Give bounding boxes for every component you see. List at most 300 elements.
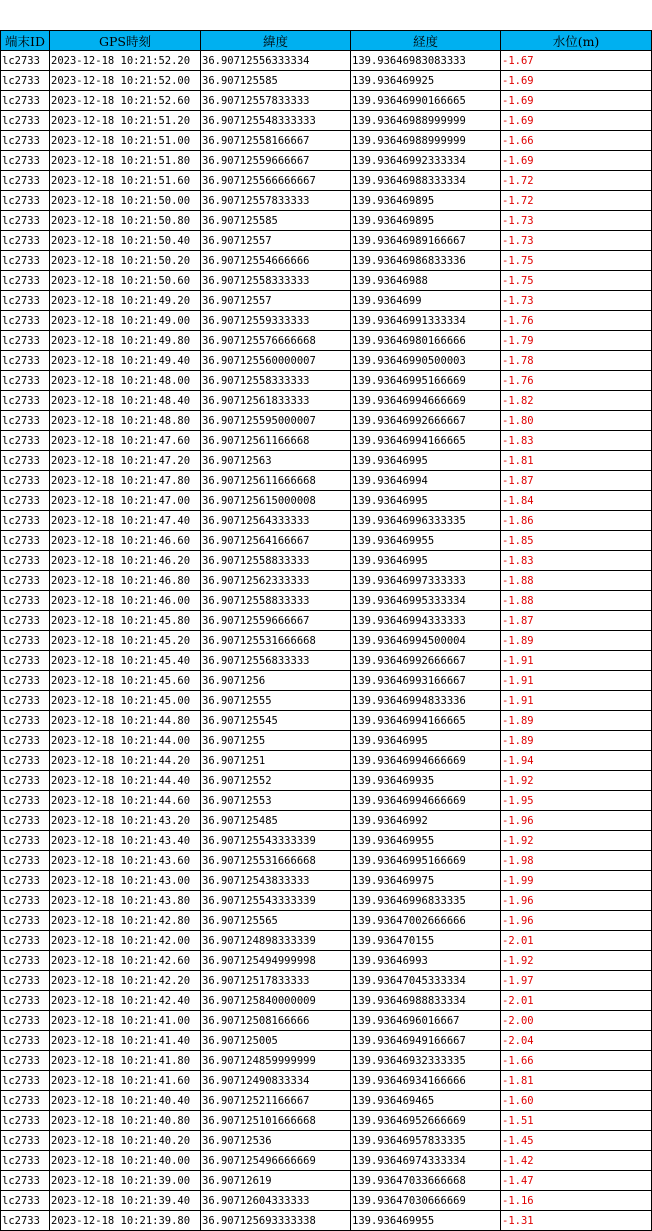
cell-terminal-id[interactable]: lc2733 <box>1 1091 50 1111</box>
cell-terminal-id[interactable]: lc2733 <box>1 571 50 591</box>
cell-longitude[interactable]: 139.936469895 <box>351 211 501 231</box>
header-water-level[interactable]: 水位(m) <box>501 31 652 51</box>
cell-water-level[interactable]: -1.91 <box>501 671 652 691</box>
cell-water-level[interactable]: -1.96 <box>501 911 652 931</box>
cell-gps-time[interactable]: 2023-12-18 10:21:40.20 <box>50 1131 201 1151</box>
cell-gps-time[interactable]: 2023-12-18 10:21:39.00 <box>50 1171 201 1191</box>
cell-terminal-id[interactable]: lc2733 <box>1 691 50 711</box>
cell-latitude[interactable]: 36.9071256 <box>201 671 351 691</box>
cell-water-level[interactable]: -1.98 <box>501 851 652 871</box>
cell-water-level[interactable]: -1.66 <box>501 1051 652 1071</box>
cell-gps-time[interactable]: 2023-12-18 10:21:45.20 <box>50 631 201 651</box>
cell-latitude[interactable]: 36.907125576666668 <box>201 331 351 351</box>
cell-gps-time[interactable]: 2023-12-18 10:21:46.20 <box>50 551 201 571</box>
cell-longitude[interactable]: 139.936469895 <box>351 191 501 211</box>
cell-water-level[interactable]: -1.73 <box>501 291 652 311</box>
cell-water-level[interactable]: -1.96 <box>501 891 652 911</box>
cell-terminal-id[interactable]: lc2733 <box>1 51 50 71</box>
cell-water-level[interactable]: -1.99 <box>501 871 652 891</box>
cell-terminal-id[interactable]: lc2733 <box>1 771 50 791</box>
cell-longitude[interactable]: 139.93646988833334 <box>351 991 501 1011</box>
cell-terminal-id[interactable]: lc2733 <box>1 231 50 251</box>
cell-gps-time[interactable]: 2023-12-18 10:21:45.40 <box>50 651 201 671</box>
cell-gps-time[interactable]: 2023-12-18 10:21:51.00 <box>50 131 201 151</box>
cell-longitude[interactable]: 139.93646932333335 <box>351 1051 501 1071</box>
cell-longitude[interactable]: 139.93646994333333 <box>351 611 501 631</box>
cell-latitude[interactable]: 36.907125485 <box>201 811 351 831</box>
cell-gps-time[interactable]: 2023-12-18 10:21:46.00 <box>50 591 201 611</box>
cell-longitude[interactable]: 139.93646988999999 <box>351 131 501 151</box>
cell-longitude[interactable]: 139.93646996833335 <box>351 891 501 911</box>
cell-gps-time[interactable]: 2023-12-18 10:21:42.80 <box>50 911 201 931</box>
cell-water-level[interactable]: -1.42 <box>501 1151 652 1171</box>
cell-water-level[interactable]: -1.47 <box>501 1171 652 1191</box>
cell-water-level[interactable]: -1.85 <box>501 531 652 551</box>
cell-gps-time[interactable]: 2023-12-18 10:21:41.80 <box>50 1051 201 1071</box>
cell-longitude[interactable]: 139.93646994 <box>351 471 501 491</box>
cell-water-level[interactable]: -1.72 <box>501 191 652 211</box>
cell-longitude[interactable]: 139.93646995 <box>351 731 501 751</box>
cell-gps-time[interactable]: 2023-12-18 10:21:51.20 <box>50 111 201 131</box>
cell-longitude[interactable]: 139.936469955 <box>351 831 501 851</box>
cell-longitude[interactable]: 139.93646994500004 <box>351 631 501 651</box>
cell-latitude[interactable]: 36.90712490833334 <box>201 1071 351 1091</box>
cell-water-level[interactable]: -1.83 <box>501 551 652 571</box>
cell-longitude[interactable]: 139.936470155 <box>351 931 501 951</box>
cell-latitude[interactable]: 36.90712558333333 <box>201 271 351 291</box>
cell-terminal-id[interactable]: lc2733 <box>1 651 50 671</box>
cell-water-level[interactable]: -1.69 <box>501 91 652 111</box>
cell-longitude[interactable]: 139.93646988999999 <box>351 111 501 131</box>
cell-latitude[interactable]: 36.907125840000009 <box>201 991 351 1011</box>
cell-longitude[interactable]: 139.93646995 <box>351 491 501 511</box>
cell-terminal-id[interactable]: lc2733 <box>1 471 50 491</box>
cell-longitude[interactable]: 139.93646974333334 <box>351 1151 501 1171</box>
cell-longitude[interactable]: 139.9364696016667 <box>351 1011 501 1031</box>
cell-latitude[interactable]: 36.907125543333339 <box>201 831 351 851</box>
cell-longitude[interactable]: 139.93646952666669 <box>351 1111 501 1131</box>
cell-latitude[interactable]: 36.907125611666668 <box>201 471 351 491</box>
cell-water-level[interactable]: -1.79 <box>501 331 652 351</box>
cell-terminal-id[interactable]: lc2733 <box>1 1071 50 1091</box>
cell-latitude[interactable]: 36.907125543333339 <box>201 891 351 911</box>
cell-gps-time[interactable]: 2023-12-18 10:21:43.60 <box>50 851 201 871</box>
cell-water-level[interactable]: -1.75 <box>501 271 652 291</box>
cell-water-level[interactable]: -1.66 <box>501 131 652 151</box>
cell-latitude[interactable]: 36.907125566666667 <box>201 171 351 191</box>
cell-gps-time[interactable]: 2023-12-18 10:21:48.00 <box>50 371 201 391</box>
cell-gps-time[interactable]: 2023-12-18 10:21:39.80 <box>50 1211 201 1231</box>
cell-gps-time[interactable]: 2023-12-18 10:21:52.60 <box>50 91 201 111</box>
cell-terminal-id[interactable]: lc2733 <box>1 871 50 891</box>
cell-latitude[interactable]: 36.90712555 <box>201 691 351 711</box>
cell-longitude[interactable]: 139.93646992 <box>351 811 501 831</box>
cell-water-level[interactable]: -1.81 <box>501 1071 652 1091</box>
cell-longitude[interactable]: 139.936469975 <box>351 871 501 891</box>
cell-water-level[interactable]: -1.91 <box>501 691 652 711</box>
cell-terminal-id[interactable]: lc2733 <box>1 1191 50 1211</box>
cell-gps-time[interactable]: 2023-12-18 10:21:42.60 <box>50 951 201 971</box>
cell-water-level[interactable]: -1.92 <box>501 771 652 791</box>
cell-gps-time[interactable]: 2023-12-18 10:21:47.60 <box>50 431 201 451</box>
cell-longitude[interactable]: 139.93646992333334 <box>351 151 501 171</box>
cell-gps-time[interactable]: 2023-12-18 10:21:43.20 <box>50 811 201 831</box>
cell-water-level[interactable]: -1.94 <box>501 751 652 771</box>
cell-longitude[interactable]: 139.93646995333334 <box>351 591 501 611</box>
cell-longitude[interactable]: 139.936469925 <box>351 71 501 91</box>
cell-latitude[interactable]: 36.90712564166667 <box>201 531 351 551</box>
cell-latitude[interactable]: 36.907124898333339 <box>201 931 351 951</box>
cell-latitude[interactable]: 36.90712557 <box>201 291 351 311</box>
cell-gps-time[interactable]: 2023-12-18 10:21:47.20 <box>50 451 201 471</box>
cell-terminal-id[interactable]: lc2733 <box>1 551 50 571</box>
cell-water-level[interactable]: -1.73 <box>501 211 652 231</box>
cell-gps-time[interactable]: 2023-12-18 10:21:51.80 <box>50 151 201 171</box>
cell-longitude[interactable]: 139.93646994666669 <box>351 791 501 811</box>
cell-longitude[interactable]: 139.93646957833335 <box>351 1131 501 1151</box>
cell-gps-time[interactable]: 2023-12-18 10:21:44.40 <box>50 771 201 791</box>
cell-longitude[interactable]: 139.93646992666667 <box>351 651 501 671</box>
cell-terminal-id[interactable]: lc2733 <box>1 111 50 131</box>
cell-longitude[interactable]: 139.93646994166665 <box>351 711 501 731</box>
cell-water-level[interactable]: -2.01 <box>501 931 652 951</box>
cell-gps-time[interactable]: 2023-12-18 10:21:39.40 <box>50 1191 201 1211</box>
cell-latitude[interactable]: 36.90712604333333 <box>201 1191 351 1211</box>
cell-terminal-id[interactable]: lc2733 <box>1 811 50 831</box>
cell-water-level[interactable]: -1.83 <box>501 431 652 451</box>
cell-longitude[interactable]: 139.93646990500003 <box>351 351 501 371</box>
cell-longitude[interactable]: 139.936469935 <box>351 771 501 791</box>
cell-gps-time[interactable]: 2023-12-18 10:21:41.40 <box>50 1031 201 1051</box>
cell-water-level[interactable]: -1.87 <box>501 611 652 631</box>
cell-terminal-id[interactable]: lc2733 <box>1 791 50 811</box>
cell-longitude[interactable]: 139.93646995166669 <box>351 371 501 391</box>
cell-terminal-id[interactable]: lc2733 <box>1 991 50 1011</box>
cell-longitude[interactable]: 139.93646993166667 <box>351 671 501 691</box>
cell-latitude[interactable]: 36.90712521166667 <box>201 1091 351 1111</box>
cell-gps-time[interactable]: 2023-12-18 10:21:40.00 <box>50 1151 201 1171</box>
cell-latitude[interactable]: 36.90712559333333 <box>201 311 351 331</box>
cell-longitude[interactable]: 139.93646988 <box>351 271 501 291</box>
cell-water-level[interactable]: -1.89 <box>501 731 652 751</box>
cell-gps-time[interactable]: 2023-12-18 10:21:46.80 <box>50 571 201 591</box>
cell-water-level[interactable]: -1.89 <box>501 711 652 731</box>
cell-latitude[interactable]: 36.90712552 <box>201 771 351 791</box>
cell-terminal-id[interactable]: lc2733 <box>1 1171 50 1191</box>
cell-latitude[interactable]: 36.907125548333333 <box>201 111 351 131</box>
cell-longitude[interactable]: 139.936469465 <box>351 1091 501 1111</box>
cell-water-level[interactable]: -1.97 <box>501 971 652 991</box>
cell-latitude[interactable]: 36.907125560000007 <box>201 351 351 371</box>
cell-terminal-id[interactable]: lc2733 <box>1 751 50 771</box>
cell-longitude[interactable]: 139.93646995166669 <box>351 851 501 871</box>
cell-longitude[interactable]: 139.93646934166666 <box>351 1071 501 1091</box>
cell-terminal-id[interactable]: lc2733 <box>1 851 50 871</box>
header-latitude[interactable]: 緯度 <box>201 31 351 51</box>
cell-water-level[interactable]: -1.88 <box>501 591 652 611</box>
cell-latitude[interactable]: 36.90712563 <box>201 451 351 471</box>
cell-latitude[interactable]: 36.907125585 <box>201 211 351 231</box>
cell-latitude[interactable]: 36.90712536 <box>201 1131 351 1151</box>
cell-gps-time[interactable]: 2023-12-18 10:21:49.40 <box>50 351 201 371</box>
cell-water-level[interactable]: -1.84 <box>501 491 652 511</box>
cell-latitude[interactable]: 36.907125545 <box>201 711 351 731</box>
cell-gps-time[interactable]: 2023-12-18 10:21:45.00 <box>50 691 201 711</box>
cell-longitude[interactable]: 139.93647002666666 <box>351 911 501 931</box>
cell-terminal-id[interactable]: lc2733 <box>1 331 50 351</box>
cell-gps-time[interactable]: 2023-12-18 10:21:45.60 <box>50 671 201 691</box>
cell-latitude[interactable]: 36.907124859999999 <box>201 1051 351 1071</box>
cell-terminal-id[interactable]: lc2733 <box>1 151 50 171</box>
cell-terminal-id[interactable]: lc2733 <box>1 1111 50 1131</box>
cell-latitude[interactable]: 36.90712561833333 <box>201 391 351 411</box>
cell-water-level[interactable]: -1.31 <box>501 1211 652 1231</box>
cell-gps-time[interactable]: 2023-12-18 10:21:43.80 <box>50 891 201 911</box>
cell-gps-time[interactable]: 2023-12-18 10:21:49.80 <box>50 331 201 351</box>
cell-latitude[interactable]: 36.9071255 <box>201 731 351 751</box>
cell-latitude[interactable]: 36.907125565 <box>201 911 351 931</box>
cell-gps-time[interactable]: 2023-12-18 10:21:44.80 <box>50 711 201 731</box>
cell-latitude[interactable]: 36.90712562333333 <box>201 571 351 591</box>
cell-water-level[interactable]: -1.67 <box>501 51 652 71</box>
cell-latitude[interactable]: 36.907125595000007 <box>201 411 351 431</box>
cell-latitude[interactable]: 36.907125101666668 <box>201 1111 351 1131</box>
cell-terminal-id[interactable]: lc2733 <box>1 271 50 291</box>
cell-gps-time[interactable]: 2023-12-18 10:21:49.00 <box>50 311 201 331</box>
cell-terminal-id[interactable]: lc2733 <box>1 531 50 551</box>
header-gps-time[interactable]: GPS時刻 <box>50 31 201 51</box>
cell-gps-time[interactable]: 2023-12-18 10:21:42.40 <box>50 991 201 1011</box>
header-longitude[interactable]: 経度 <box>351 31 501 51</box>
cell-longitude[interactable]: 139.93646995 <box>351 551 501 571</box>
cell-longitude[interactable]: 139.93646991333334 <box>351 311 501 331</box>
cell-water-level[interactable]: -1.78 <box>501 351 652 371</box>
cell-gps-time[interactable]: 2023-12-18 10:21:45.80 <box>50 611 201 631</box>
cell-gps-time[interactable]: 2023-12-18 10:21:44.00 <box>50 731 201 751</box>
cell-latitude[interactable]: 36.90712543833333 <box>201 871 351 891</box>
cell-terminal-id[interactable]: lc2733 <box>1 391 50 411</box>
cell-longitude[interactable]: 139.93646995 <box>351 451 501 471</box>
cell-water-level[interactable]: -1.69 <box>501 111 652 131</box>
cell-terminal-id[interactable]: lc2733 <box>1 411 50 431</box>
cell-terminal-id[interactable]: lc2733 <box>1 951 50 971</box>
cell-gps-time[interactable]: 2023-12-18 10:21:43.40 <box>50 831 201 851</box>
cell-terminal-id[interactable]: lc2733 <box>1 911 50 931</box>
cell-gps-time[interactable]: 2023-12-18 10:21:48.80 <box>50 411 201 431</box>
cell-water-level[interactable]: -1.95 <box>501 791 652 811</box>
cell-water-level[interactable]: -1.91 <box>501 651 652 671</box>
cell-water-level[interactable]: -1.76 <box>501 311 652 331</box>
cell-water-level[interactable]: -1.89 <box>501 631 652 651</box>
cell-terminal-id[interactable]: lc2733 <box>1 1151 50 1171</box>
cell-terminal-id[interactable]: lc2733 <box>1 931 50 951</box>
cell-water-level[interactable]: -1.16 <box>501 1191 652 1211</box>
cell-terminal-id[interactable]: lc2733 <box>1 511 50 531</box>
cell-latitude[interactable]: 36.90712564333333 <box>201 511 351 531</box>
cell-gps-time[interactable]: 2023-12-18 10:21:44.20 <box>50 751 201 771</box>
cell-water-level[interactable]: -1.92 <box>501 951 652 971</box>
cell-latitude[interactable]: 36.9071251 <box>201 751 351 771</box>
cell-longitude[interactable]: 139.93646994166665 <box>351 431 501 451</box>
cell-gps-time[interactable]: 2023-12-18 10:21:51.60 <box>50 171 201 191</box>
cell-terminal-id[interactable]: lc2733 <box>1 711 50 731</box>
cell-water-level[interactable]: -1.51 <box>501 1111 652 1131</box>
cell-longitude[interactable]: 139.93647045333334 <box>351 971 501 991</box>
cell-terminal-id[interactable]: lc2733 <box>1 1031 50 1051</box>
cell-terminal-id[interactable]: lc2733 <box>1 171 50 191</box>
cell-water-level[interactable]: -1.72 <box>501 171 652 191</box>
cell-gps-time[interactable]: 2023-12-18 10:21:50.80 <box>50 211 201 231</box>
cell-longitude[interactable]: 139.93646980166666 <box>351 331 501 351</box>
cell-longitude[interactable]: 139.93646986833336 <box>351 251 501 271</box>
cell-terminal-id[interactable]: lc2733 <box>1 491 50 511</box>
cell-terminal-id[interactable]: lc2733 <box>1 451 50 471</box>
cell-water-level[interactable]: -1.60 <box>501 1091 652 1111</box>
cell-water-level[interactable]: -1.75 <box>501 251 652 271</box>
cell-latitude[interactable]: 36.90712559666667 <box>201 611 351 631</box>
cell-latitude[interactable]: 36.907125693333338 <box>201 1211 351 1231</box>
cell-water-level[interactable]: -2.00 <box>501 1011 652 1031</box>
cell-water-level[interactable]: -1.69 <box>501 71 652 91</box>
cell-water-level[interactable]: -1.69 <box>501 151 652 171</box>
cell-terminal-id[interactable]: lc2733 <box>1 591 50 611</box>
cell-longitude[interactable]: 139.93646994666669 <box>351 751 501 771</box>
cell-latitude[interactable]: 36.90712556833333 <box>201 651 351 671</box>
cell-water-level[interactable]: -1.87 <box>501 471 652 491</box>
cell-latitude[interactable]: 36.907125531666668 <box>201 631 351 651</box>
cell-terminal-id[interactable]: lc2733 <box>1 91 50 111</box>
cell-terminal-id[interactable]: lc2733 <box>1 891 50 911</box>
cell-gps-time[interactable]: 2023-12-18 10:21:52.00 <box>50 71 201 91</box>
cell-water-level[interactable]: -2.04 <box>501 1031 652 1051</box>
cell-terminal-id[interactable]: lc2733 <box>1 71 50 91</box>
cell-longitude[interactable]: 139.93646988333334 <box>351 171 501 191</box>
cell-terminal-id[interactable]: lc2733 <box>1 1011 50 1031</box>
cell-terminal-id[interactable]: lc2733 <box>1 831 50 851</box>
cell-water-level[interactable]: -1.86 <box>501 511 652 531</box>
cell-latitude[interactable]: 36.90712561166668 <box>201 431 351 451</box>
cell-terminal-id[interactable]: lc2733 <box>1 311 50 331</box>
cell-gps-time[interactable]: 2023-12-18 10:21:50.00 <box>50 191 201 211</box>
cell-water-level[interactable]: -1.92 <box>501 831 652 851</box>
cell-gps-time[interactable]: 2023-12-18 10:21:47.00 <box>50 491 201 511</box>
cell-terminal-id[interactable]: lc2733 <box>1 431 50 451</box>
cell-longitude[interactable]: 139.9364699 <box>351 291 501 311</box>
cell-gps-time[interactable]: 2023-12-18 10:21:47.40 <box>50 511 201 531</box>
cell-longitude[interactable]: 139.93646996333335 <box>351 511 501 531</box>
cell-water-level[interactable]: -1.81 <box>501 451 652 471</box>
cell-gps-time[interactable]: 2023-12-18 10:21:50.40 <box>50 231 201 251</box>
cell-water-level[interactable]: -1.45 <box>501 1131 652 1151</box>
cell-gps-time[interactable]: 2023-12-18 10:21:46.60 <box>50 531 201 551</box>
cell-water-level[interactable]: -1.80 <box>501 411 652 431</box>
cell-terminal-id[interactable]: lc2733 <box>1 291 50 311</box>
cell-latitude[interactable]: 36.90712508166666 <box>201 1011 351 1031</box>
cell-gps-time[interactable]: 2023-12-18 10:21:50.20 <box>50 251 201 271</box>
cell-water-level[interactable]: -2.01 <box>501 991 652 1011</box>
cell-latitude[interactable]: 36.90712554666666 <box>201 251 351 271</box>
cell-gps-time[interactable]: 2023-12-18 10:21:52.20 <box>50 51 201 71</box>
cell-water-level[interactable]: -1.73 <box>501 231 652 251</box>
cell-terminal-id[interactable]: lc2733 <box>1 971 50 991</box>
cell-longitude[interactable]: 139.93646983083333 <box>351 51 501 71</box>
cell-terminal-id[interactable]: lc2733 <box>1 251 50 271</box>
cell-terminal-id[interactable]: lc2733 <box>1 671 50 691</box>
cell-latitude[interactable]: 36.907125531666668 <box>201 851 351 871</box>
cell-latitude[interactable]: 36.90712557833333 <box>201 191 351 211</box>
cell-longitude[interactable]: 139.936469955 <box>351 531 501 551</box>
cell-gps-time[interactable]: 2023-12-18 10:21:48.40 <box>50 391 201 411</box>
cell-latitude[interactable]: 36.90712558833333 <box>201 591 351 611</box>
cell-latitude[interactable]: 36.907125585 <box>201 71 351 91</box>
cell-latitude[interactable]: 36.907125615000008 <box>201 491 351 511</box>
cell-latitude[interactable]: 36.90712517833333 <box>201 971 351 991</box>
cell-gps-time[interactable]: 2023-12-18 10:21:47.80 <box>50 471 201 491</box>
header-terminal-id[interactable]: 端末ID <box>1 31 50 51</box>
cell-longitude[interactable]: 139.93646994666669 <box>351 391 501 411</box>
cell-terminal-id[interactable]: lc2733 <box>1 1051 50 1071</box>
cell-latitude[interactable]: 36.90712558833333 <box>201 551 351 571</box>
cell-gps-time[interactable]: 2023-12-18 10:21:44.60 <box>50 791 201 811</box>
cell-latitude[interactable]: 36.907125494999998 <box>201 951 351 971</box>
cell-water-level[interactable]: -1.88 <box>501 571 652 591</box>
cell-terminal-id[interactable]: lc2733 <box>1 731 50 751</box>
cell-longitude[interactable]: 139.936469955 <box>351 1211 501 1231</box>
cell-terminal-id[interactable]: lc2733 <box>1 371 50 391</box>
cell-latitude[interactable]: 36.907125005 <box>201 1031 351 1051</box>
cell-latitude[interactable]: 36.90712557 <box>201 231 351 251</box>
cell-longitude[interactable]: 139.93647033666668 <box>351 1171 501 1191</box>
cell-terminal-id[interactable]: lc2733 <box>1 631 50 651</box>
cell-terminal-id[interactable]: lc2733 <box>1 351 50 371</box>
cell-terminal-id[interactable]: lc2733 <box>1 191 50 211</box>
cell-latitude[interactable]: 36.907125496666669 <box>201 1151 351 1171</box>
cell-longitude[interactable]: 139.93647030666669 <box>351 1191 501 1211</box>
cell-latitude[interactable]: 36.90712556333334 <box>201 51 351 71</box>
cell-terminal-id[interactable]: lc2733 <box>1 211 50 231</box>
cell-terminal-id[interactable]: lc2733 <box>1 611 50 631</box>
cell-longitude[interactable]: 139.93646992666667 <box>351 411 501 431</box>
cell-latitude[interactable]: 36.90712558333333 <box>201 371 351 391</box>
cell-latitude[interactable]: 36.90712557833333 <box>201 91 351 111</box>
cell-water-level[interactable]: -1.96 <box>501 811 652 831</box>
cell-gps-time[interactable]: 2023-12-18 10:21:49.20 <box>50 291 201 311</box>
cell-gps-time[interactable]: 2023-12-18 10:21:40.40 <box>50 1091 201 1111</box>
cell-gps-time[interactable]: 2023-12-18 10:21:41.60 <box>50 1071 201 1091</box>
cell-longitude[interactable]: 139.93646990166665 <box>351 91 501 111</box>
cell-latitude[interactable]: 36.90712553 <box>201 791 351 811</box>
cell-gps-time[interactable]: 2023-12-18 10:21:42.20 <box>50 971 201 991</box>
cell-latitude[interactable]: 36.90712558166667 <box>201 131 351 151</box>
cell-terminal-id[interactable]: lc2733 <box>1 131 50 151</box>
cell-gps-time[interactable]: 2023-12-18 10:21:40.80 <box>50 1111 201 1131</box>
cell-gps-time[interactable]: 2023-12-18 10:21:42.00 <box>50 931 201 951</box>
cell-longitude[interactable]: 139.93646989166667 <box>351 231 501 251</box>
cell-latitude[interactable]: 36.90712619 <box>201 1171 351 1191</box>
cell-gps-time[interactable]: 2023-12-18 10:21:41.00 <box>50 1011 201 1031</box>
cell-gps-time[interactable]: 2023-12-18 10:21:43.00 <box>50 871 201 891</box>
cell-latitude[interactable]: 36.90712559666667 <box>201 151 351 171</box>
cell-longitude[interactable]: 139.93646994833336 <box>351 691 501 711</box>
cell-water-level[interactable]: -1.82 <box>501 391 652 411</box>
cell-terminal-id[interactable]: lc2733 <box>1 1211 50 1231</box>
cell-water-level[interactable]: -1.76 <box>501 371 652 391</box>
cell-gps-time[interactable]: 2023-12-18 10:21:50.60 <box>50 271 201 291</box>
cell-longitude[interactable]: 139.93646997333333 <box>351 571 501 591</box>
cell-longitude[interactable]: 139.93646949166667 <box>351 1031 501 1051</box>
cell-longitude[interactable]: 139.93646993 <box>351 951 501 971</box>
cell-terminal-id[interactable]: lc2733 <box>1 1131 50 1151</box>
